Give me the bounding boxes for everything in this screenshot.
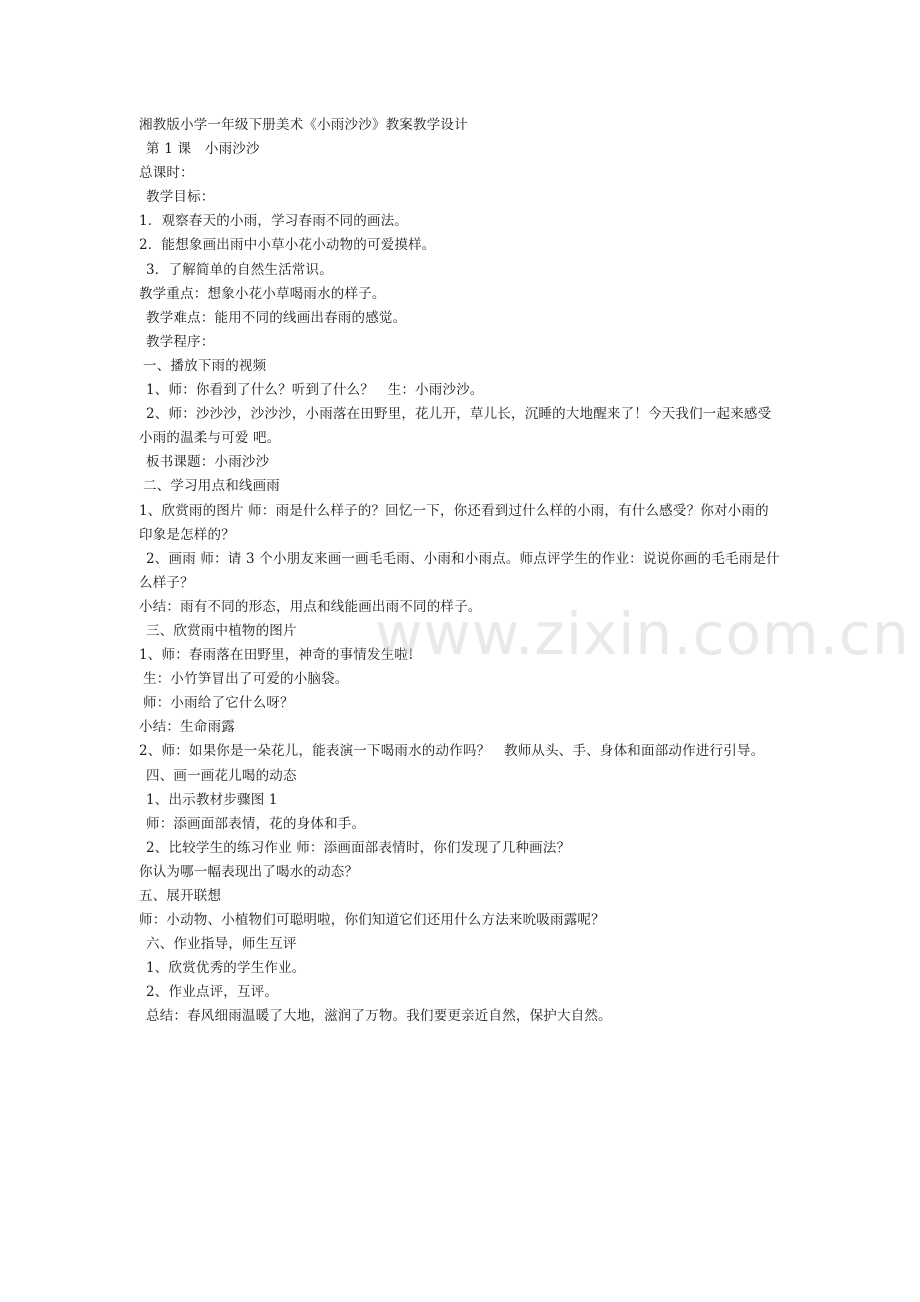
section-2-title: 二、学习用点和线画雨 <box>143 478 280 495</box>
section-6-item-2: 2、作业点评，互评。 <box>146 984 279 1001</box>
section-5-item-1: 师：小动物、小植物们可聪明啦，你们知道它们还用什么方法来吮吸雨露呢？ <box>139 912 605 929</box>
procedure-heading: 教学程序： <box>146 333 215 350</box>
total-hours: 总课时： <box>139 165 194 182</box>
lesson-title: 第 1 课 小雨沙沙 <box>146 141 260 158</box>
section-3-item-1: 1、师：春雨落在田野里，神奇的事情发生啦! <box>139 647 414 664</box>
section-1-item-1: 1、师：你看到了什么？听到了什么？ 生：小雨沙沙。 <box>146 382 484 399</box>
key-point: 教学重点：想象小花小草喝雨水的样子。 <box>139 285 386 302</box>
section-4-title: 四、画一画花儿喝的动态 <box>146 767 297 784</box>
section-4-item-1: 1、出示教材步骤图 1 <box>146 791 278 808</box>
watermark: www.zixin.com.cn <box>375 600 910 668</box>
goals-heading: 教学目标： <box>146 189 215 206</box>
section-2-summary: 小结：雨有不同的形态，用点和线能画出雨不同的样子。 <box>139 598 482 615</box>
section-3-title: 三、欣赏雨中植物的图片 <box>146 622 297 639</box>
section-1-board: 板书课题：小雨沙沙 <box>146 454 270 471</box>
section-1-item-2a: 2、师：沙沙沙，沙沙沙，小雨落在田野里，花儿开，草儿长，沉睡的大地醒来了！今天我们一起来感受 <box>146 406 772 423</box>
difficulty: 教学难点：能用不同的线画出春雨的感觉。 <box>146 309 407 326</box>
section-6-summary: 总结：春风细雨温暖了大地，滋润了万物。我们要更亲近自然，保护大自然。 <box>146 1008 612 1025</box>
section-3-summary: 小结：生命雨露 <box>139 719 235 736</box>
section-3-item-4: 2、师：如果你是一朵花儿，能表演一下喝雨水的动作吗？ 教师从头、手、身体和面部动作进行引导。 <box>139 743 765 760</box>
section-5-title: 五、展开联想 <box>139 888 222 904</box>
goal-1: 1．观察春天的小雨，学习春雨不同的画法。 <box>139 213 409 230</box>
section-1-title: 一、播放下雨的视频 <box>143 357 267 374</box>
section-4-item-3: 2、比较学生的练习作业 师：添画面部表情时，你们发现了几种画法？ <box>146 839 571 856</box>
goal-3: 3．了解简单的自然生活常识。 <box>146 261 333 278</box>
document-title: 湘教版小学一年级下册美术《小雨沙沙》教案教学设计 <box>139 117 468 133</box>
section-2-item-2b: 么样子？ <box>139 574 194 591</box>
section-2-item-1b: 印象是怎样的？ <box>139 526 235 543</box>
section-4-item-4: 你认为哪一幅表现出了喝水的动态？ <box>139 863 359 880</box>
section-1-item-2b: 小雨的温柔与可爱 吧。 <box>139 430 281 447</box>
section-6-title: 六、作业指导，师生互评 <box>146 936 297 953</box>
section-6-item-1: 1、欣赏优秀的学生作业。 <box>146 960 306 977</box>
section-4-item-2: 师：添画面部表情，花的身体和手。 <box>146 815 366 832</box>
section-3-item-2: 生：小竹笋冒出了可爱的小脑袋。 <box>143 671 349 688</box>
section-3-item-3: 师：小雨给了它什么呀？ <box>143 695 294 712</box>
section-2-item-2a: 2、画雨 师：请 3 个小朋友来画一画毛毛雨、小雨和小雨点。师点评学生的作业：说说你画的毛毛雨是什 <box>146 550 780 567</box>
document-body <box>139 113 799 1029</box>
section-2-item-1a: 1、欣赏雨的图片 师：雨是什么样子的？回忆一下，你还看到过什么样的小雨，有什么感受？你对小雨的 <box>139 502 769 519</box>
goal-2: 2．能想象画出雨中小草小花小动物的可爱摸样。 <box>139 237 436 254</box>
